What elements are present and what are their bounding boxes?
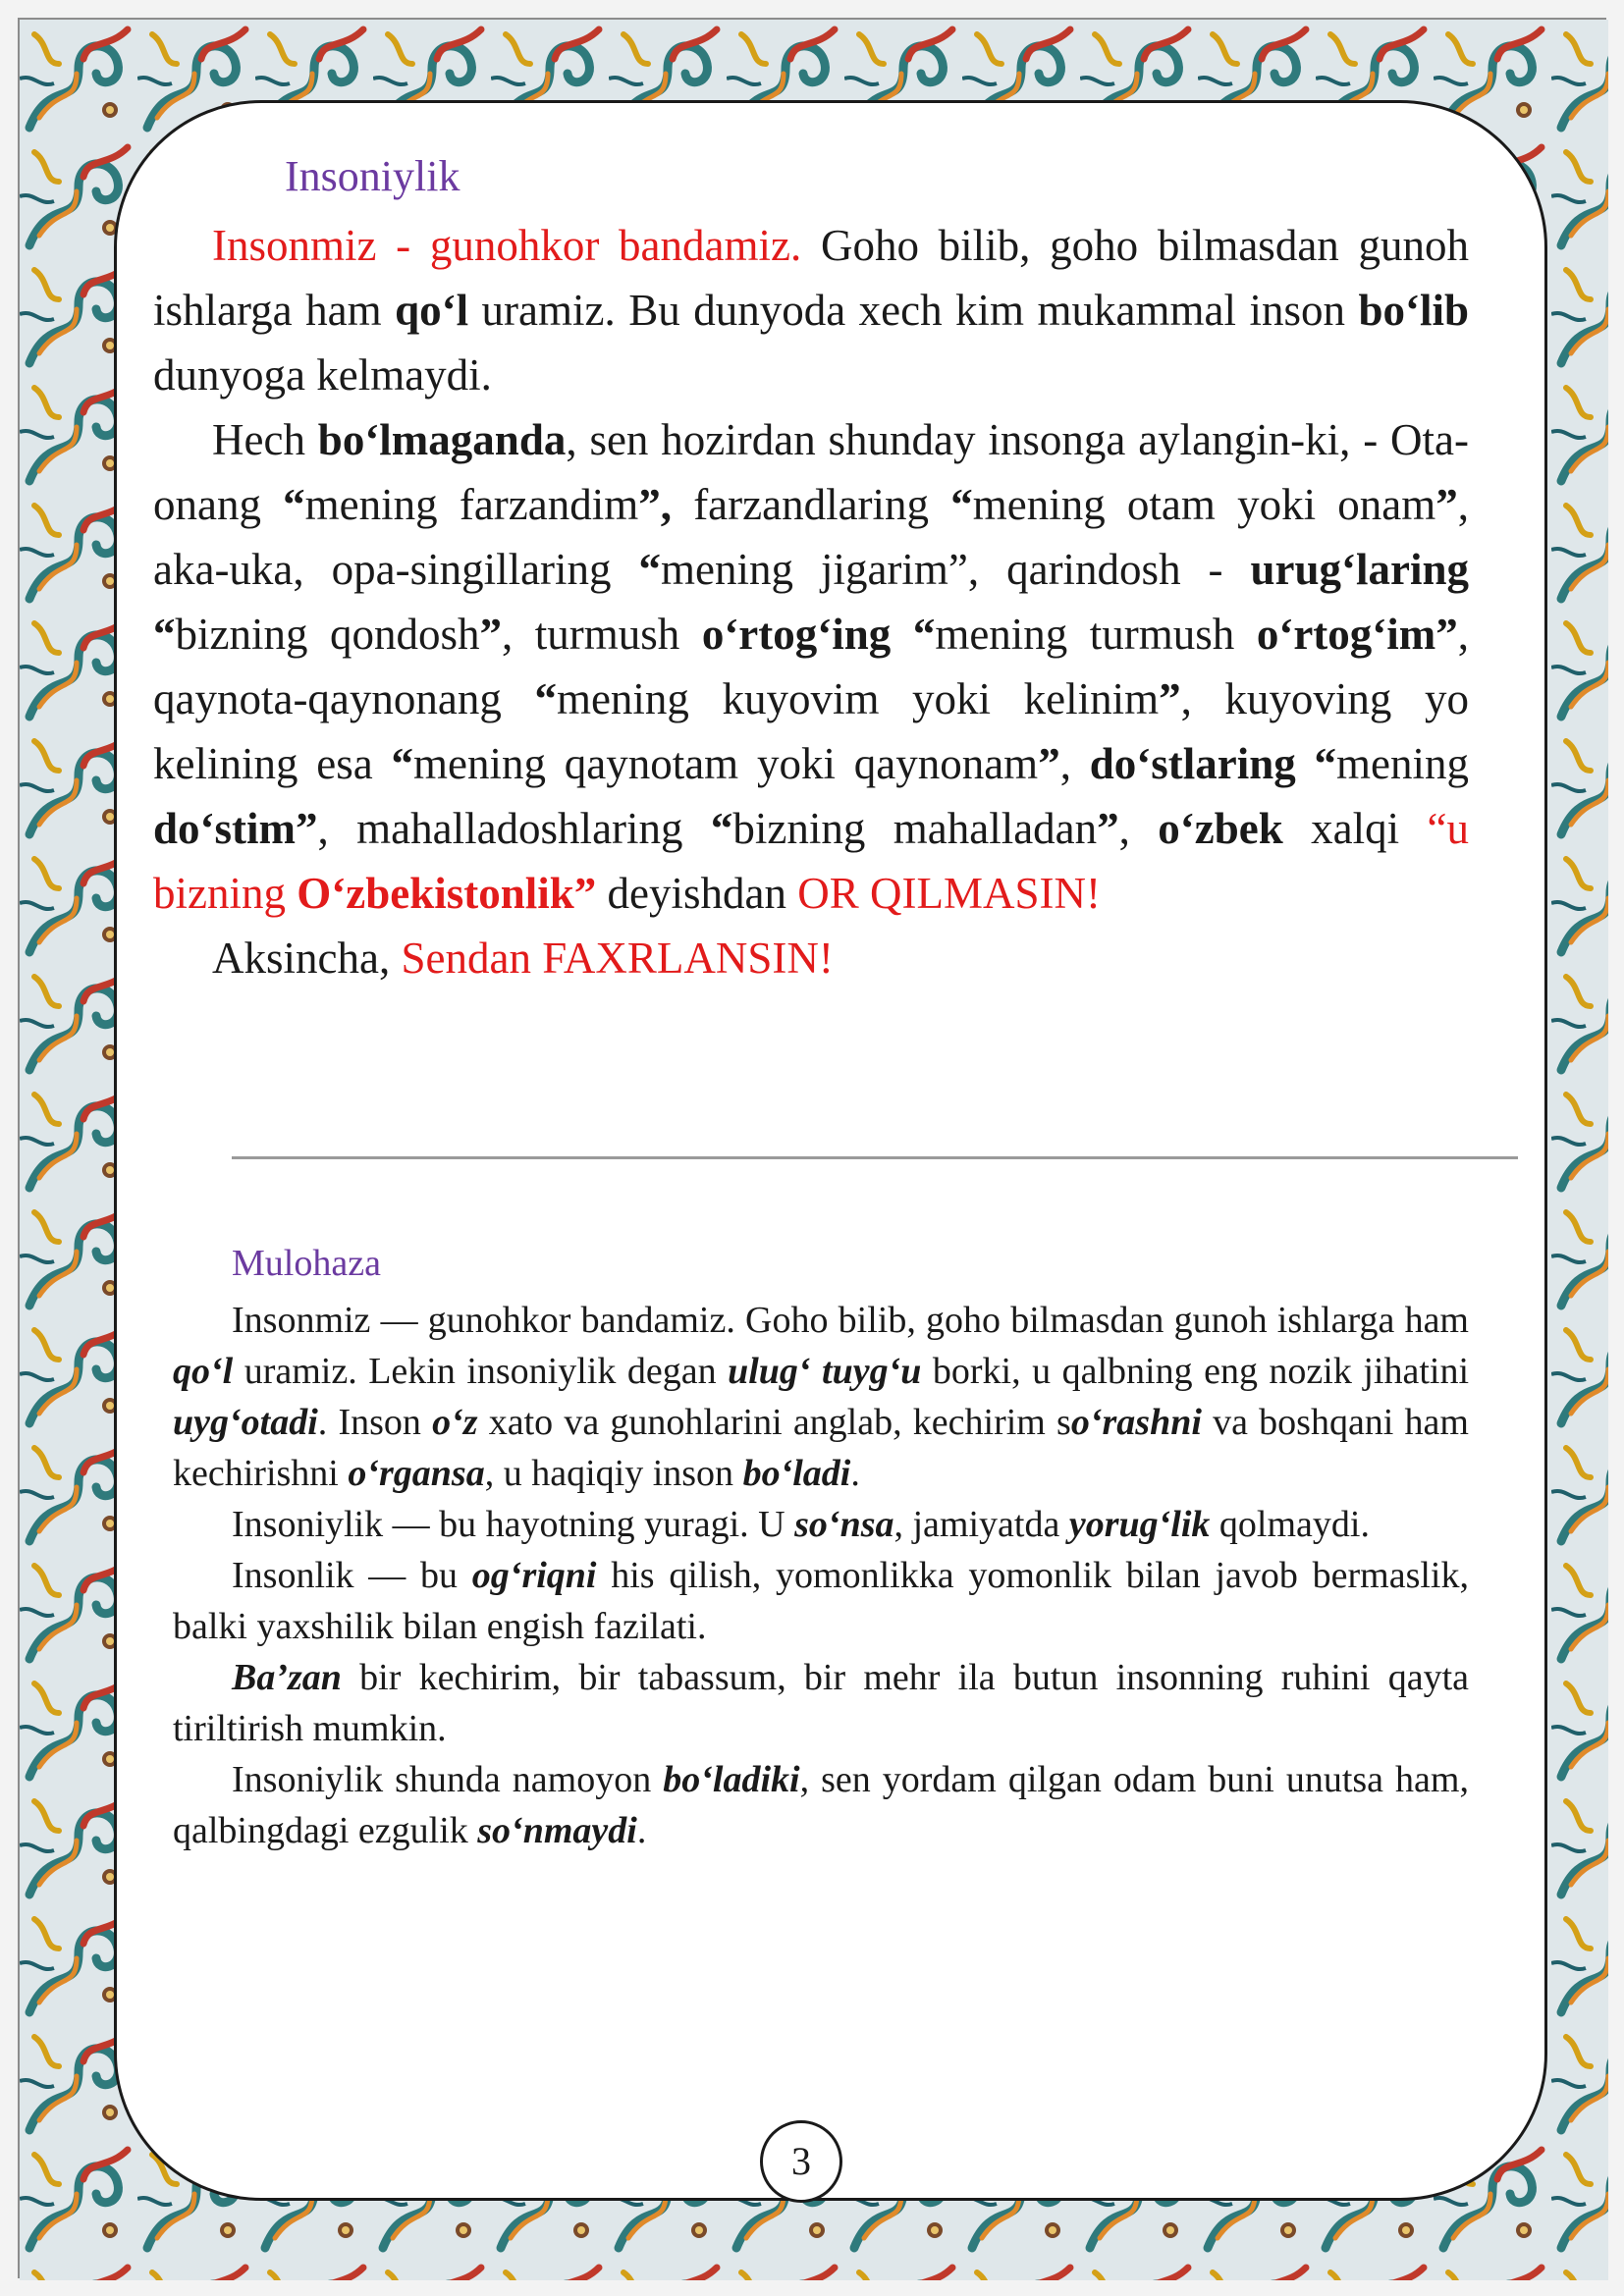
- text-span: o‘zbek: [1158, 804, 1283, 854]
- text-span: bo‘lib: [1358, 286, 1469, 336]
- text-span: , jamiyatda: [893, 1504, 1069, 1546]
- paragraph: [153, 407, 1469, 926]
- text-span: “u bizning: [153, 804, 1470, 919]
- text-span: mening jigarim”, qarindosh -: [661, 545, 1251, 595]
- text-span: farzandlaring: [672, 480, 951, 530]
- paragraph: [153, 213, 1469, 407]
- text-span: Hech: [212, 415, 318, 465]
- text-span: , kuyoving yo kelining esa: [153, 674, 1469, 789]
- text-span: qo‘l: [173, 1351, 234, 1393]
- text-span: mening: [1336, 739, 1469, 789]
- text-span: bizning mahalladan: [732, 804, 1098, 854]
- text-span: ”: [479, 610, 503, 660]
- text-span: qolmaydi.: [1210, 1504, 1370, 1546]
- text-span: va boshqani ham kechirishni: [173, 1402, 1469, 1495]
- text-span: ,: [1118, 804, 1159, 854]
- section-title: Mulohaza: [232, 1243, 381, 1284]
- text-span: .: [850, 1453, 860, 1495]
- text-span: o‘rashni: [1070, 1402, 1202, 1444]
- text-span: bo‘lmaganda: [317, 415, 567, 465]
- text-span: bo‘ladiki: [663, 1759, 800, 1801]
- text-span: Insonmiz - gunohkor bandamiz.: [212, 221, 802, 271]
- text-span: uyg‘otadi: [173, 1402, 318, 1444]
- text-span: “: [153, 610, 176, 660]
- section-mulohaza: [173, 1239, 1469, 1856]
- text-span: Insonmiz — gunohkor bandamiz. Goho bilib, goho bilmasdan gunoh ishlarga ham: [232, 1300, 1469, 1342]
- text-span: “: [912, 610, 936, 660]
- text-span: ”: [1038, 739, 1060, 789]
- text-span: qo‘l: [395, 286, 469, 336]
- text-span: “: [534, 674, 557, 724]
- text-span: mening qaynotam yoki qaynonam: [412, 739, 1039, 789]
- page-number: 3: [760, 2120, 842, 2203]
- text-span: , u haqiqiy inson: [484, 1453, 743, 1495]
- text-span: ”: [1159, 674, 1181, 724]
- paragraph: [173, 1754, 1469, 1856]
- text-span: xato va gunohlarini anglab, kechirim s: [477, 1402, 1071, 1444]
- text-span: , sen yordam qilgan odam buni unutsa ham, qalbingdagi ezgulik: [173, 1759, 1469, 1852]
- paragraph: [173, 1499, 1469, 1550]
- text-span: mening otam yoki onam: [972, 480, 1436, 530]
- text-span: ulug‘ tuyg‘u: [728, 1351, 922, 1393]
- text-span: deyishdan: [596, 869, 798, 919]
- text-span: bizning qondosh: [175, 610, 480, 660]
- divider: [232, 1156, 1518, 1159]
- text-span: borki, u qalbning eng nozik jihatini: [921, 1351, 1470, 1393]
- text-span: ”: [1097, 804, 1119, 854]
- text-span: mening turmush: [935, 610, 1257, 660]
- text-span: “: [638, 545, 662, 595]
- text-span: Insoniylik — bu hayotning yuragi. U: [232, 1504, 795, 1546]
- text-span: “: [1314, 739, 1337, 789]
- text-span: ,: [1059, 739, 1090, 789]
- text-span: [891, 610, 913, 659]
- text-span: “: [283, 480, 305, 530]
- text-span: , qaynota-qaynonang: [153, 610, 1470, 724]
- text-span: so‘nsa: [794, 1504, 894, 1546]
- text-span: “: [710, 804, 733, 854]
- text-span: .: [636, 1810, 647, 1852]
- text-span: dunyoga kelmaydi.: [153, 350, 492, 400]
- text-span: O‘zbekistonlik”: [297, 869, 597, 919]
- text-span: so‘nmaydi: [477, 1810, 637, 1852]
- text-span: bo‘ladi: [742, 1453, 851, 1495]
- text-span: o‘rtog‘ing: [701, 610, 892, 660]
- text-span: Goho bilib, goho bilmasdan gunoh ishlarga ham: [153, 221, 1469, 336]
- text-span: [1296, 739, 1315, 788]
- text-span: , turmush: [502, 610, 702, 660]
- text-span: mening farzandim: [304, 480, 639, 530]
- section-insoniylik: [153, 147, 1469, 990]
- text-span: uramiz. Lekin insoniylik degan: [233, 1351, 729, 1393]
- text-span: urug‘laring: [1250, 545, 1469, 595]
- paragraph: [173, 1550, 1469, 1652]
- text-span: ”: [1435, 480, 1458, 530]
- text-span: mening kuyovim yoki kelinim: [556, 674, 1160, 724]
- paragraph: [173, 1652, 1469, 1754]
- text-span: xalqi: [1282, 804, 1428, 854]
- text-span: Insonlik — bu: [232, 1555, 472, 1597]
- text-span: o‘z: [432, 1402, 478, 1444]
- text-span: og‘riqni: [471, 1555, 597, 1597]
- text-span: , sen hozirdan shunday insonga aylangin-ki, - Ota-onang: [153, 415, 1469, 530]
- text-span: do‘stlaring: [1089, 739, 1296, 789]
- text-span: ”,: [638, 480, 672, 530]
- text-span: “: [950, 480, 973, 530]
- text-span: do‘stim”: [153, 804, 318, 854]
- text-span: yorug‘lik: [1068, 1504, 1211, 1546]
- text-span: “: [391, 739, 413, 789]
- text-span: Ba’zan: [232, 1657, 342, 1699]
- paragraph: [153, 926, 1469, 990]
- text-span: , aka-uka, opa-singillaring: [153, 480, 1470, 595]
- paragraph: [173, 1295, 1469, 1499]
- text-span: uramiz. Bu dunyoda xech kim mukammal inson: [468, 286, 1359, 336]
- text-span: bir kechirim, bir tabassum, bir mehr ila butun insonning ruhini qayta tiriltirish mumkin.: [173, 1657, 1469, 1750]
- text-span: OR QILMASIN!: [797, 869, 1101, 919]
- text-span: his qilish, yomonlikka yomonlik bilan javob bermaslik, balki yaxshilik bilan engish fazilati.: [173, 1555, 1469, 1648]
- text-span: Insoniylik shunda namoyon: [232, 1759, 664, 1801]
- text-span: o‘rgansa: [348, 1453, 485, 1495]
- text-span: Sendan FAXRLANSIN!: [401, 934, 834, 984]
- text-span: , mahalladoshlaring: [317, 804, 711, 854]
- section-title: Insoniylik: [285, 152, 460, 200]
- text-span: Aksincha,: [212, 934, 402, 984]
- text-span: . Inson: [317, 1402, 433, 1444]
- text-span: o‘rtog‘im”: [1256, 610, 1458, 660]
